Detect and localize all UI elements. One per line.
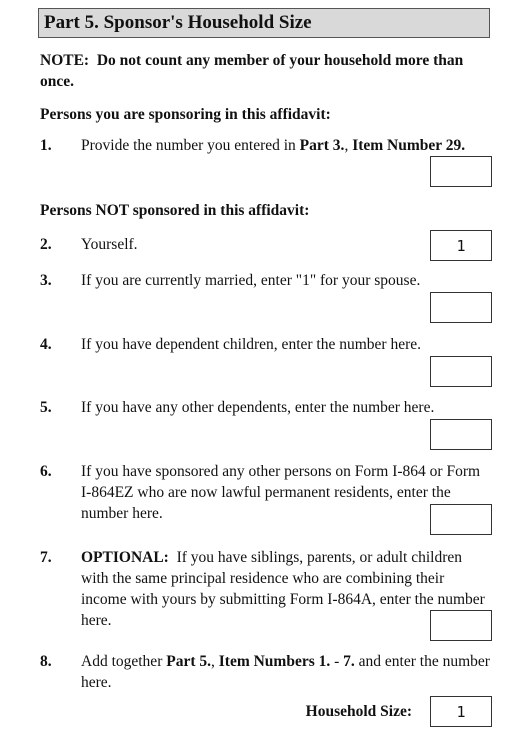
item-4-input[interactable] [430, 356, 492, 387]
item-5-input[interactable] [430, 419, 492, 450]
item-4-text: If you have dependent children, enter the number here. [81, 336, 421, 353]
item-2-input[interactable]: 1 [430, 230, 492, 261]
item-6-input[interactable] [430, 504, 492, 535]
item-1-text: Provide the number you entered in Part 3., Item Number 29. [81, 137, 466, 154]
item-5-text: If you have any other dependents, enter the number here. [81, 399, 435, 416]
not-sponsored-heading: Persons NOT sponsored in this affidavit: [40, 202, 310, 219]
section-header [38, 8, 490, 38]
item-7-input[interactable] [430, 610, 492, 641]
household-size-input[interactable]: 1 [430, 696, 492, 727]
item-4-number: 4. [40, 336, 52, 353]
item-7-text: OPTIONAL: If you have siblings, parents, or adult children with the same principal residence who are combining their income with yours by submitting Form I-864A, enter the number here. [81, 549, 485, 629]
item-1-number: 1. [40, 137, 52, 154]
item-8-number: 8. [40, 653, 52, 670]
item-8-text: Add together Part 5., Item Numbers 1. - 7. and enter the number here. [81, 653, 490, 691]
item-6-number: 6. [40, 463, 52, 480]
note [40, 50, 500, 92]
sponsored-heading: Persons you are sponsoring in this affidavit: [40, 106, 331, 123]
item-5-number: 5. [40, 399, 52, 416]
item-1-input[interactable] [430, 156, 492, 187]
item-2-number: 2. [40, 236, 52, 253]
item-7-number: 7. [40, 549, 52, 566]
note-prefix: NOTE: [40, 52, 90, 69]
item-3-text: If you are currently married, enter "1" for your spouse. [81, 272, 421, 289]
item-3-number: 3. [40, 272, 52, 289]
item-7-optional-label: OPTIONAL: [81, 549, 169, 566]
section-title: Part 5. Sponsor's Household Size [44, 12, 312, 33]
item-2-text: Yourself. [81, 236, 138, 253]
note-text: Do not count any member of your household more than once. [40, 52, 464, 90]
household-size-label: Household Size: [305, 703, 412, 720]
item-6-text: If you have sponsored any other persons on Form I-864 or Form I-864EZ who are now lawful permanent residents, enter the number here. [81, 463, 481, 522]
item-3-input[interactable] [430, 292, 492, 323]
